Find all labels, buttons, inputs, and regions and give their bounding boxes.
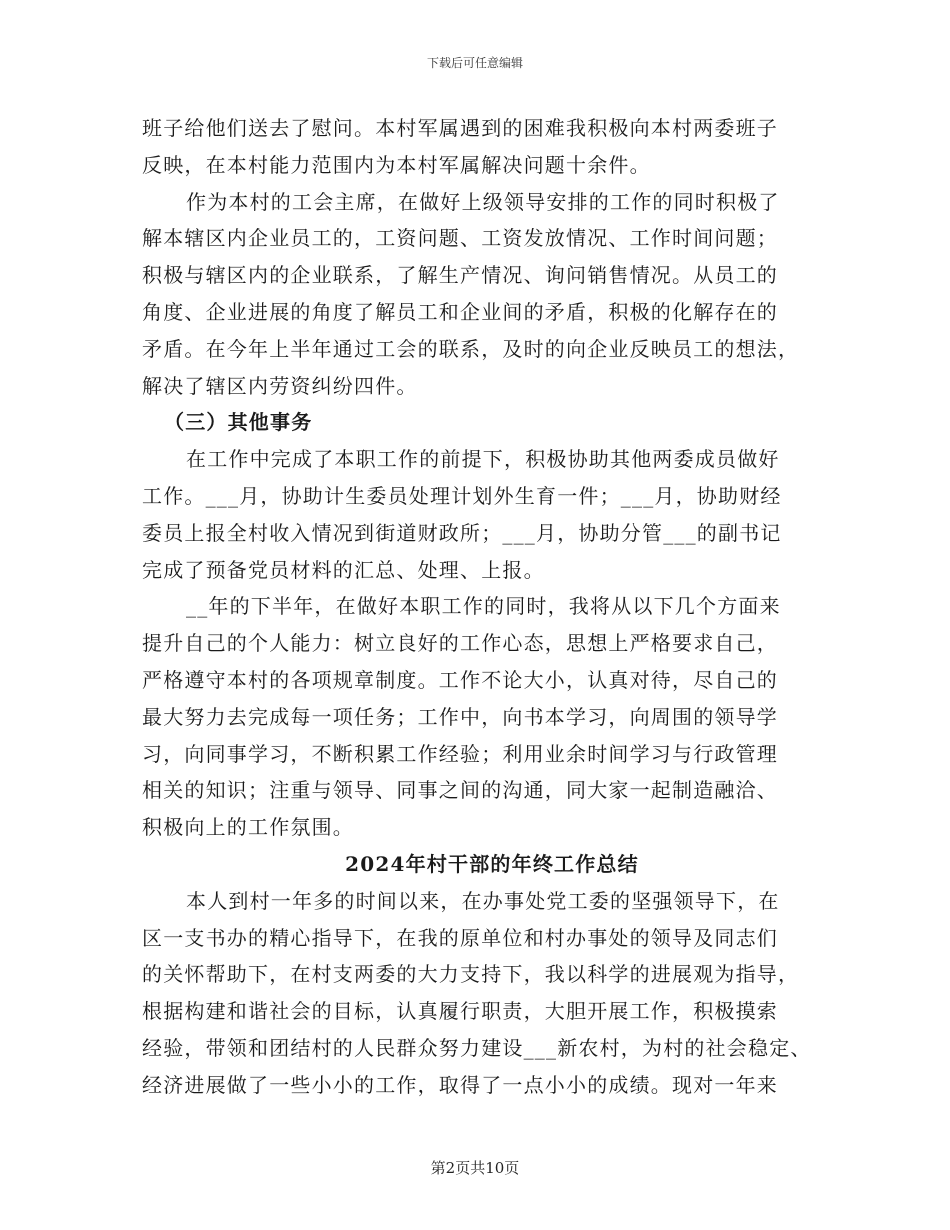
body-line: 解决了辖区内劳资纠纷四件。 [142,373,418,398]
body-line: 矛盾。在今年上半年通过工会的联系，及时的向企业反映员工的想法， [142,336,800,361]
body-line: 提升自己的个人能力：树立良好的工作心态，思想上严格要求自己， [142,631,778,656]
body-line: 反映，在本村能力范围内为本村军属解决问题十余件。 [142,152,651,177]
body-line: 委员上报全村收入情况到街道财政所；___月，协助分管___的副书记 [142,520,782,545]
body-line: 严格遵守本村的各项规章制度。工作不论大小，认真对待，尽自己的 [142,667,778,692]
body-line: 班子给他们送去了慰问。本村军属遇到的困难我积极向本村两委班子 [142,116,778,140]
body-line: 的关怀帮助下，在村支两委的大力支持下，我以科学的进展观为指导， [142,962,800,987]
paragraph-start-line: __年的下半年，在做好本职工作的同时，我将从以下几个方面来 [186,594,781,619]
body-line: 经验，带领和团结村的人民群众努力建设___新农村，为村的社会稳定、 [142,1035,812,1060]
page-header: 下载后可任意编辑 [426,56,523,70]
body-line: 工作。___月，协助计生委员处理计划外生育一件；___月，协助财经 [142,483,782,508]
body-line: 根据构建和谐社会的目标，认真履行职责，大胆开展工作，积极摸索 [142,999,778,1024]
body-line: 习，向同事学习，不断积累工作经验；利用业余时间学习与行政管理 [142,741,778,766]
page-footer: 第2页共10页 [430,1159,520,1177]
section-heading: （三）其他事务 [164,410,313,435]
body-line: 相关的知识；注重与领导、同事之间的沟通，同大家一起制造融洽、 [142,778,778,803]
document-title: 2024年村干部的年终工作总结 [345,851,639,876]
body-line: 积极与辖区内的企业联系，了解生产情况、询问销售情况。从员工的 [142,263,778,288]
body-line: 经济进展做了一些小小的工作，取得了一点小小的成绩。现对一年来 [142,1072,778,1097]
body-line: 区一支书办的精心指导下，在我的原单位和村办事处的领导及同志们 [142,925,778,950]
body-line: 积极向上的工作氛围。 [142,815,354,840]
paragraph-start-line: 在工作中完成了本职工作的前提下，积极协助其他两委成员做好 [186,447,780,472]
body-line: 解本辖区内企业员工的，工资问题、工资发放情况、工作时间问题； [142,226,778,251]
paragraph-start-line: 本人到村一年多的时间以来，在办事处党工委的坚强领导下，在 [186,888,780,913]
body-line: 角度、企业进展的角度了解员工和企业间的矛盾，积极的化解存在的 [142,299,778,324]
body-line: 最大努力去完成每一项任务；工作中，向书本学习，向周围的领导学 [142,704,778,729]
document-body [142,110,812,1104]
body-line: 完成了预备党员材料的汇总、处理、上报。 [142,557,545,582]
paragraph-start-line: 作为本村的工会主席，在做好上级领导安排的工作的同时积极了 [186,189,780,214]
